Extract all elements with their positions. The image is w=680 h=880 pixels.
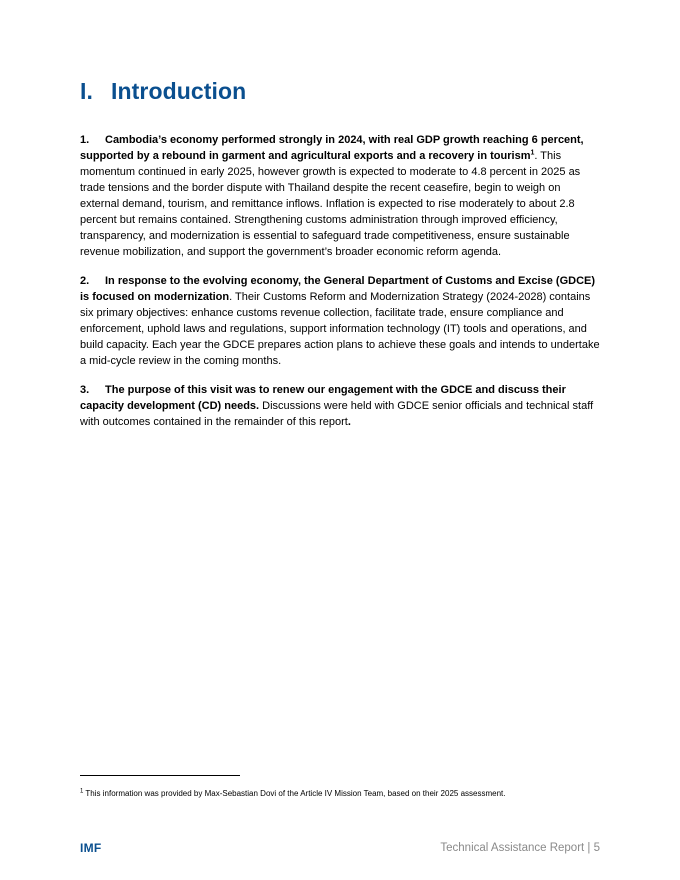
section-title: Introduction [111, 78, 247, 104]
paragraph-lead: The purpose of this visit was to renew our engagement with the GDCE and discuss their capacity development (CD) needs. [80, 384, 566, 412]
paragraph-body: . This momentum continued in early 2025, however growth is expected to moderate to 4.8 percent in 2025 as trade tensions and the border dispute with Thailand despite the recent ceasefire, begin to weigh on external demand, tourism, and remittance inflows. Inflation is expected to rise moderately to about 2.8 percent but remains contained. Strengthening customs administration through improved efficiency, transparency, and modernization is essential to safeguard trade competitiveness, ensure sustainable revenue mobilization, and support the government’s broader economic reform agenda. [80, 150, 581, 258]
paragraph-number: 3. [80, 384, 90, 396]
imf-logo: IMF [80, 841, 102, 855]
footnote-number: 1 [80, 788, 84, 795]
paragraph-1 [80, 132, 602, 260]
paragraph-lead: In response to the evolving economy, the General Department of Customs and Excise (GDCE) is focused on modernization [80, 275, 596, 303]
section-number: I. [80, 78, 93, 104]
footnote-divider [80, 775, 240, 776]
paragraph-3 [80, 382, 602, 430]
footnote-text: This information was provided by Max-Sebastian Dovi of the Article IV Mission Team, based on their 2025 assessment. [85, 789, 506, 798]
page-footer-label: Technical Assistance Report | 5 [440, 842, 600, 854]
body-text [80, 132, 602, 443]
footnote [80, 788, 620, 799]
paragraph-lead: Cambodia’s economy performed strongly in 2024, with real GDP growth reaching 6 percent, supported by a rebound in garment and agricultural exports and a recovery in tourism [80, 134, 584, 162]
paragraph-number: 1. [80, 134, 90, 146]
footnote-reference: 1 [530, 149, 535, 157]
paragraph-body: Discussions were held with GDCE senior officials and technical staff with outcomes contained in the remainder of this report [80, 400, 594, 428]
section-heading [80, 78, 246, 105]
paragraph-body: . Their Customs Reform and Modernization Strategy (2024-2028) contains six primary objectives: enhance customs revenue collection, facilitate trade, ensure compliance and enforcement, uphold laws and regulations, support information technology (IT) tools and operations, and build capacity. Each year the GDCE prepares action plans to achieve these goals and intends to undertake a mid-cycle review in the coming months. [80, 291, 600, 367]
paragraph-2 [80, 273, 602, 369]
paragraph-number: 2. [80, 275, 90, 287]
paragraph-end: . [347, 416, 351, 428]
